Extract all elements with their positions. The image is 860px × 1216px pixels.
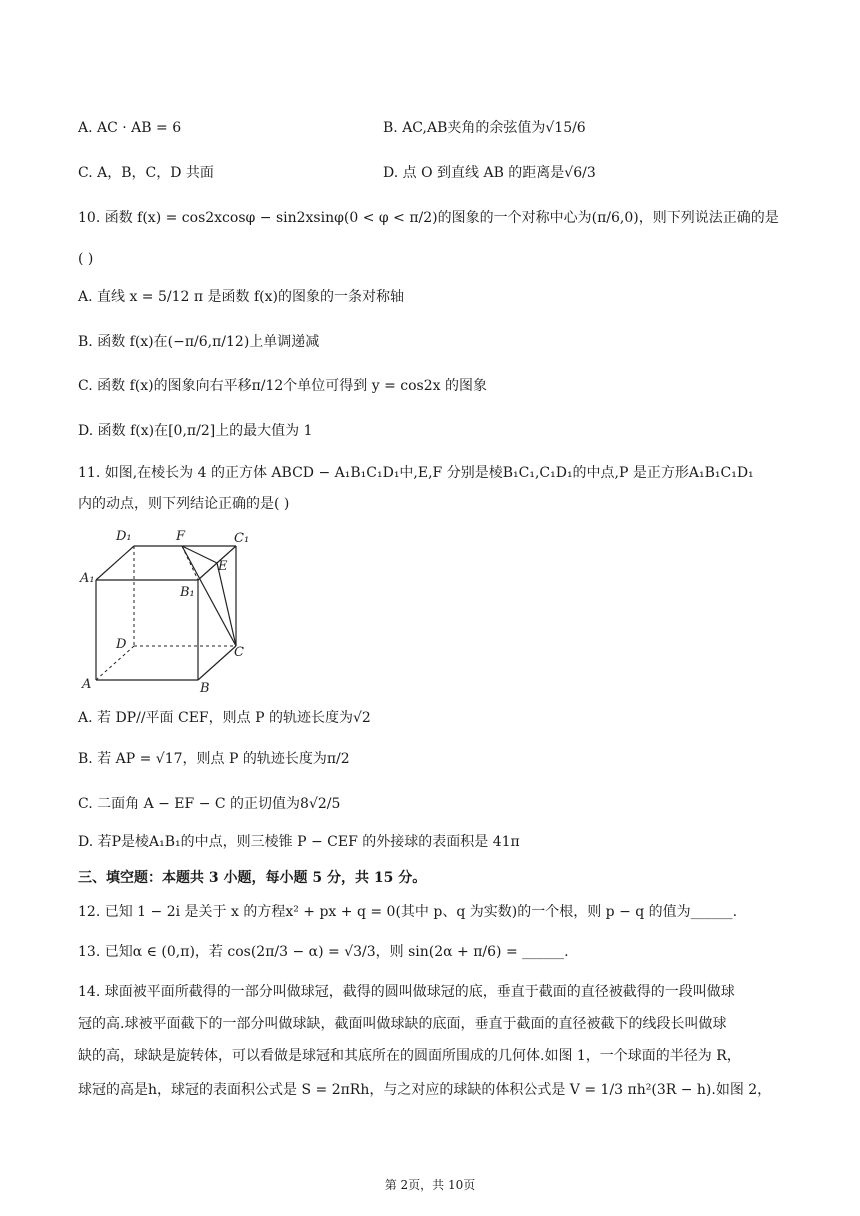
q10-option-b: B. 函数 f(x)在(−π/6,π/12)上单调递减 xyxy=(78,334,320,350)
q10-option-d: D. 函数 f(x)在[0,π/2]上的最大值为 1 xyxy=(78,423,313,439)
page-footer: 第 2页，共 10页 xyxy=(384,1178,476,1192)
q11-stem-line1: 11. 如图,在棱长为 4 的正方体 ABCD − A₁B₁C₁D₁中,E,F 分别是棱B₁C₁,C₁D₁的中点,P 是正方形A₁B₁C₁D₁ xyxy=(78,465,754,481)
q11-stem-line2: 内的动点，则下列结论正确的是( ) xyxy=(78,496,290,512)
label-d: D xyxy=(116,637,127,652)
label-a: A xyxy=(82,677,92,692)
label-b: B xyxy=(200,681,210,696)
q14-line3: 缺的高，球缺是旋转体，可以看做是球冠和其底所在的圆面所围成的几何体.如图 1，一个球面的半径为 R， xyxy=(78,1048,741,1064)
cube-figure xyxy=(78,524,258,696)
q10-option-a: A. 直线 x = 5/12 π 是函数 f(x)的图象的一条对称轴 xyxy=(78,289,404,305)
q11-option-b: B. 若 AP = √17，则点 P 的轨迹长度为π/2 xyxy=(78,751,350,767)
q14-line2: 冠的高.球被平面截下的一部分叫做球缺，截面叫做球缺的底面，垂直于截面的直径被截下的线段长叫做球 xyxy=(78,1016,727,1032)
label-b1: B₁ xyxy=(180,585,195,600)
label-c: C xyxy=(234,645,244,660)
q9-option-d: D. 点 O 到直线 AB 的距离是√6/3 xyxy=(383,165,596,181)
q10-option-c: C. 函数 f(x)的图象向右平移π/12个单位可得到 y = cos2x 的图象 xyxy=(78,378,487,394)
q13-text: 13. 已知α ∈ (0,π)，若 cos(2π/3 − α) = √3/3，则 sin(2α + π/6) = ______. xyxy=(78,944,569,960)
section3-heading: 三、填空题：本题共 3 小题，每小题 5 分，共 15 分。 xyxy=(78,870,427,886)
q11-option-c: C. 二面角 A − EF − C 的正切值为8√2/5 xyxy=(78,796,341,812)
q12-text: 12. 已知 1 − 2i 是关于 x 的方程x² + px + q = 0(其中 p、q 为实数)的一个根，则 p − q 的值为______. xyxy=(78,904,738,920)
q14-line4: 球冠的高是h，球冠的表面积公式是 S = 2πRh，与之对应的球缺的体积公式是 V = 1/3 πh²(3R − h).如图 2， xyxy=(78,1082,772,1098)
q14-line1: 14. 球面被平面所截得的一部分叫做球冠，截得的圆叫做球冠的底，垂直于截面的直径被截得的一段叫做球 xyxy=(78,984,735,1000)
q11-option-d: D. 若P是棱A₁B₁的中点，则三棱锥 P − CEF 的外接球的表面积是 41π xyxy=(78,834,520,850)
q9-option-c: C. A，B，C，D 共面 xyxy=(78,165,214,181)
label-a1: A₁ xyxy=(80,571,95,586)
label-f: F xyxy=(176,529,186,544)
q10-answer-paren: ( ) xyxy=(78,251,94,267)
q9-option-a: A. AC · AB = 6 xyxy=(78,120,182,136)
label-c1: C₁ xyxy=(234,531,250,546)
label-e: E xyxy=(218,559,228,574)
label-d1: D₁ xyxy=(116,529,132,544)
q11-option-a: A. 若 DP//平面 CEF，则点 P 的轨迹长度为√2 xyxy=(78,710,371,726)
q10-stem: 10. 函数 f(x) = cos2xcosφ − sin2xsinφ(0 < φ < π/2)的图象的一个对称中心为(π/6,0)，则下列说法正确的是 xyxy=(78,210,779,226)
q9-option-b: B. AC,AB夹角的余弦值为√15/6 xyxy=(383,120,586,136)
